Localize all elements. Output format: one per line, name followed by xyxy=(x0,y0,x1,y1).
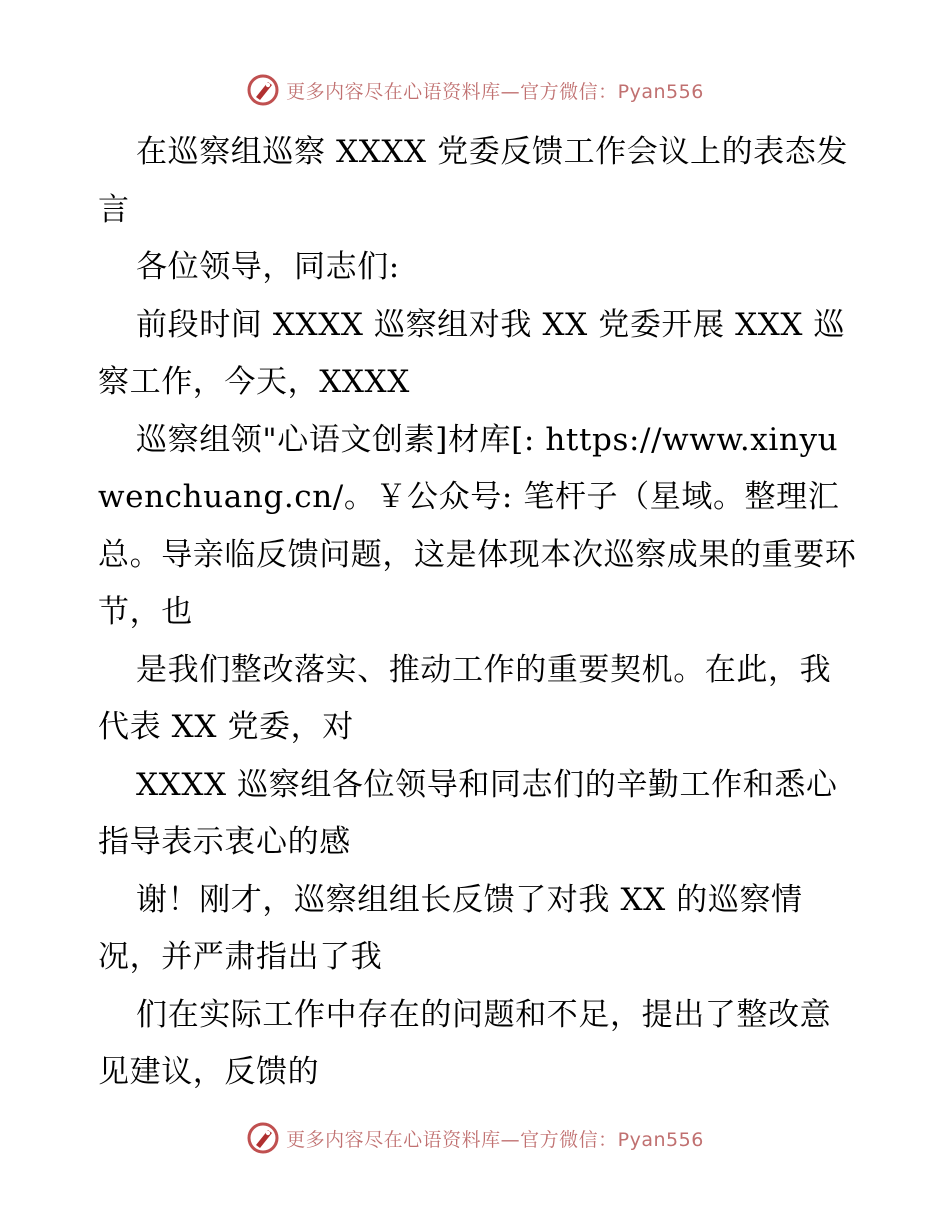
paragraph: 是我们整改落实、推动工作的重要契机。在此，我代表 XX 党委，对 xyxy=(98,651,832,745)
watermark-text: 更多内容尽在心语资料库—官方微信：Pyan556 xyxy=(286,1128,704,1151)
paragraph: XXXX 巡察组各位领导和同志们的辛勤工作和悉心指导表示衷心的感 xyxy=(98,766,838,860)
watermark-text: 更多内容尽在心语资料库—官方微信：Pyan556 xyxy=(286,80,704,103)
paragraph: 巡察组领"心语文创素]材库[: https://www.xinyuwenchuang.cn/。￥公众号: 笔杆子（星域。整理汇总。导亲临反馈问题，这是体现本次巡察成果的重要环节，也 xyxy=(98,421,857,630)
document-title: 在巡察组巡察 XXXX 党委反馈工作会议上的表态发言 xyxy=(98,134,848,228)
pen-nib-circle-icon xyxy=(246,1121,280,1155)
paragraph: 们在实际工作中存在的问题和不足，提出了整改意见建议，反馈的 xyxy=(98,996,832,1090)
salutation: 各位领导，同志们: xyxy=(136,249,400,285)
watermark-content xyxy=(246,73,704,107)
header-watermark-banner xyxy=(0,70,950,110)
paragraph: 前段时间 XXXX 巡察组对我 XX 党委开展 XXX 巡察工作，今天，XXXX xyxy=(98,306,846,400)
watermark-content xyxy=(246,1121,704,1155)
document-body xyxy=(98,124,858,1102)
paragraph: 谢！刚才，巡察组组长反馈了对我 XX 的巡察情况，并严肃指出了我 xyxy=(98,881,803,975)
pen-nib-circle-icon xyxy=(246,73,280,107)
footer-watermark-banner xyxy=(0,1118,950,1158)
